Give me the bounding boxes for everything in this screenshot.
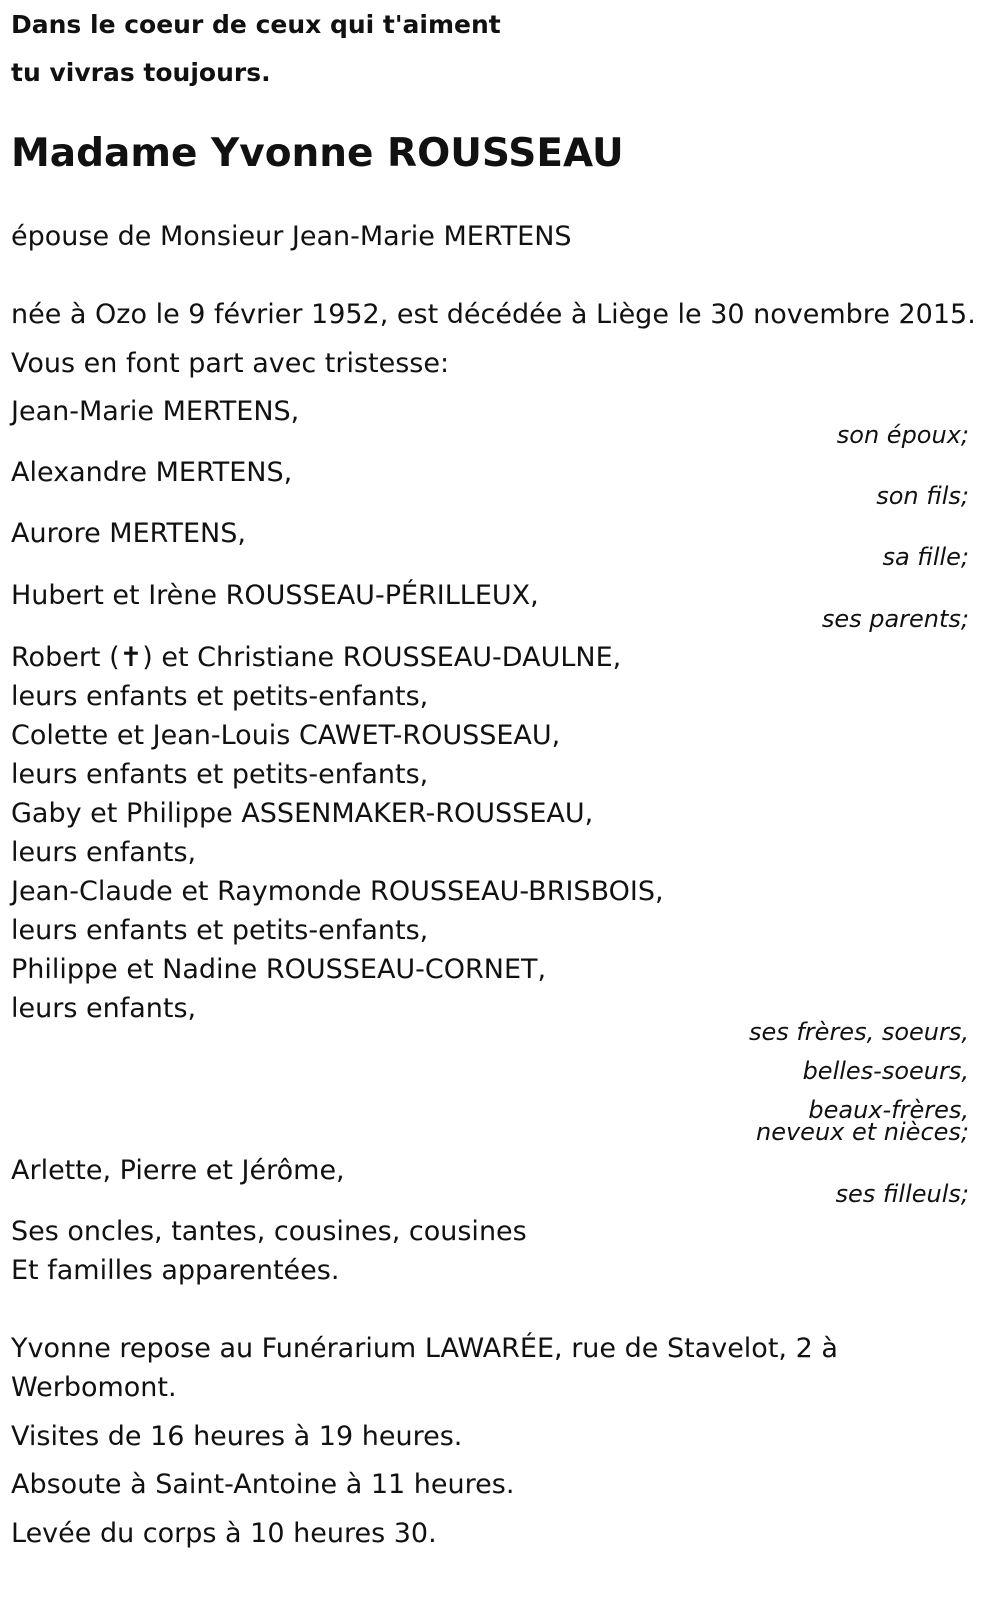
sibling-role-3: beaux-frères, bbox=[808, 1096, 969, 1124]
mourner-son-role: son fils; bbox=[876, 482, 969, 510]
mourner-parents-name: Hubert et Irène ROUSSEAU-PÉRILLEUX, bbox=[11, 580, 539, 611]
sibling-line-5: Gaby et Philippe ASSENMAKER-ROUSSEAU, bbox=[11, 798, 594, 829]
sibling-role-2: belles-soeurs, bbox=[802, 1057, 969, 1085]
visits-line: Visites de 16 heures à 19 heures. bbox=[11, 1421, 463, 1452]
mourner-spouse-name: Jean-Marie MERTENS, bbox=[11, 396, 300, 427]
sibling-line-9: Philippe et Nadine ROUSSEAU-CORNET, bbox=[11, 954, 547, 985]
sibling-line-6: leurs enfants, bbox=[11, 837, 197, 868]
epigraph-line-1: Dans le coeur de ceux qui t'aiment bbox=[11, 10, 501, 39]
repose-line-1: Yvonne repose au Funérarium LAWARÉE, rue de Stavelot, 2 à bbox=[11, 1333, 838, 1364]
mourner-spouse-role: son époux; bbox=[836, 421, 969, 449]
epigraph-line-2: tu vivras toujours. bbox=[11, 58, 271, 87]
mourner-godchildren-name: Arlette, Pierre et Jérôme, bbox=[11, 1155, 345, 1186]
mourner-parents-role: ses parents; bbox=[821, 605, 969, 633]
mourner-daughter-name: Aurore MERTENS, bbox=[11, 518, 246, 549]
sibling-role-1: ses frères, soeurs, bbox=[748, 1018, 969, 1046]
sibling-line-3: Colette et Jean-Louis CAWET-ROUSSEAU, bbox=[11, 720, 561, 751]
absoute-line: Absoute à Saint-Antoine à 11 heures. bbox=[11, 1469, 515, 1500]
mourner-godchildren-role: ses filleuls; bbox=[835, 1180, 969, 1208]
sibling-line-10: leurs enfants, bbox=[11, 993, 197, 1024]
extended-family-line-2: Et familles apparentées. bbox=[11, 1255, 340, 1286]
sibling-line-7: Jean-Claude et Raymonde ROUSSEAU-BRISBOIS, bbox=[11, 876, 664, 907]
sibling-line-8: leurs enfants et petits-enfants, bbox=[11, 915, 429, 946]
sibling-role-4: neveux et nièces; bbox=[756, 1118, 969, 1146]
spouse-line: épouse de Monsieur Jean-Marie MERTENS bbox=[11, 221, 572, 252]
mourner-daughter-role: sa fille; bbox=[882, 543, 969, 571]
mourner-son-name: Alexandre MERTENS, bbox=[11, 457, 293, 488]
levee-line: Levée du corps à 10 heures 30. bbox=[11, 1518, 437, 1549]
sibling-line-1: Robert (✝) et Christiane ROUSSEAU-DAULNE, bbox=[11, 642, 622, 673]
repose-line-2: Werbomont. bbox=[11, 1372, 177, 1403]
birth-death-line: née à Ozo le 9 février 1952, est décédée à Liège le 30 novembre 2015. bbox=[11, 299, 976, 330]
announcement-intro: Vous en font part avec tristesse: bbox=[11, 348, 450, 379]
sibling-line-4: leurs enfants et petits-enfants, bbox=[11, 759, 429, 790]
sibling-line-2: leurs enfants et petits-enfants, bbox=[11, 681, 429, 712]
deceased-name-title: Madame Yvonne ROUSSEAU bbox=[11, 131, 624, 176]
extended-family-line-1: Ses oncles, tantes, cousines, cousines bbox=[11, 1216, 527, 1247]
